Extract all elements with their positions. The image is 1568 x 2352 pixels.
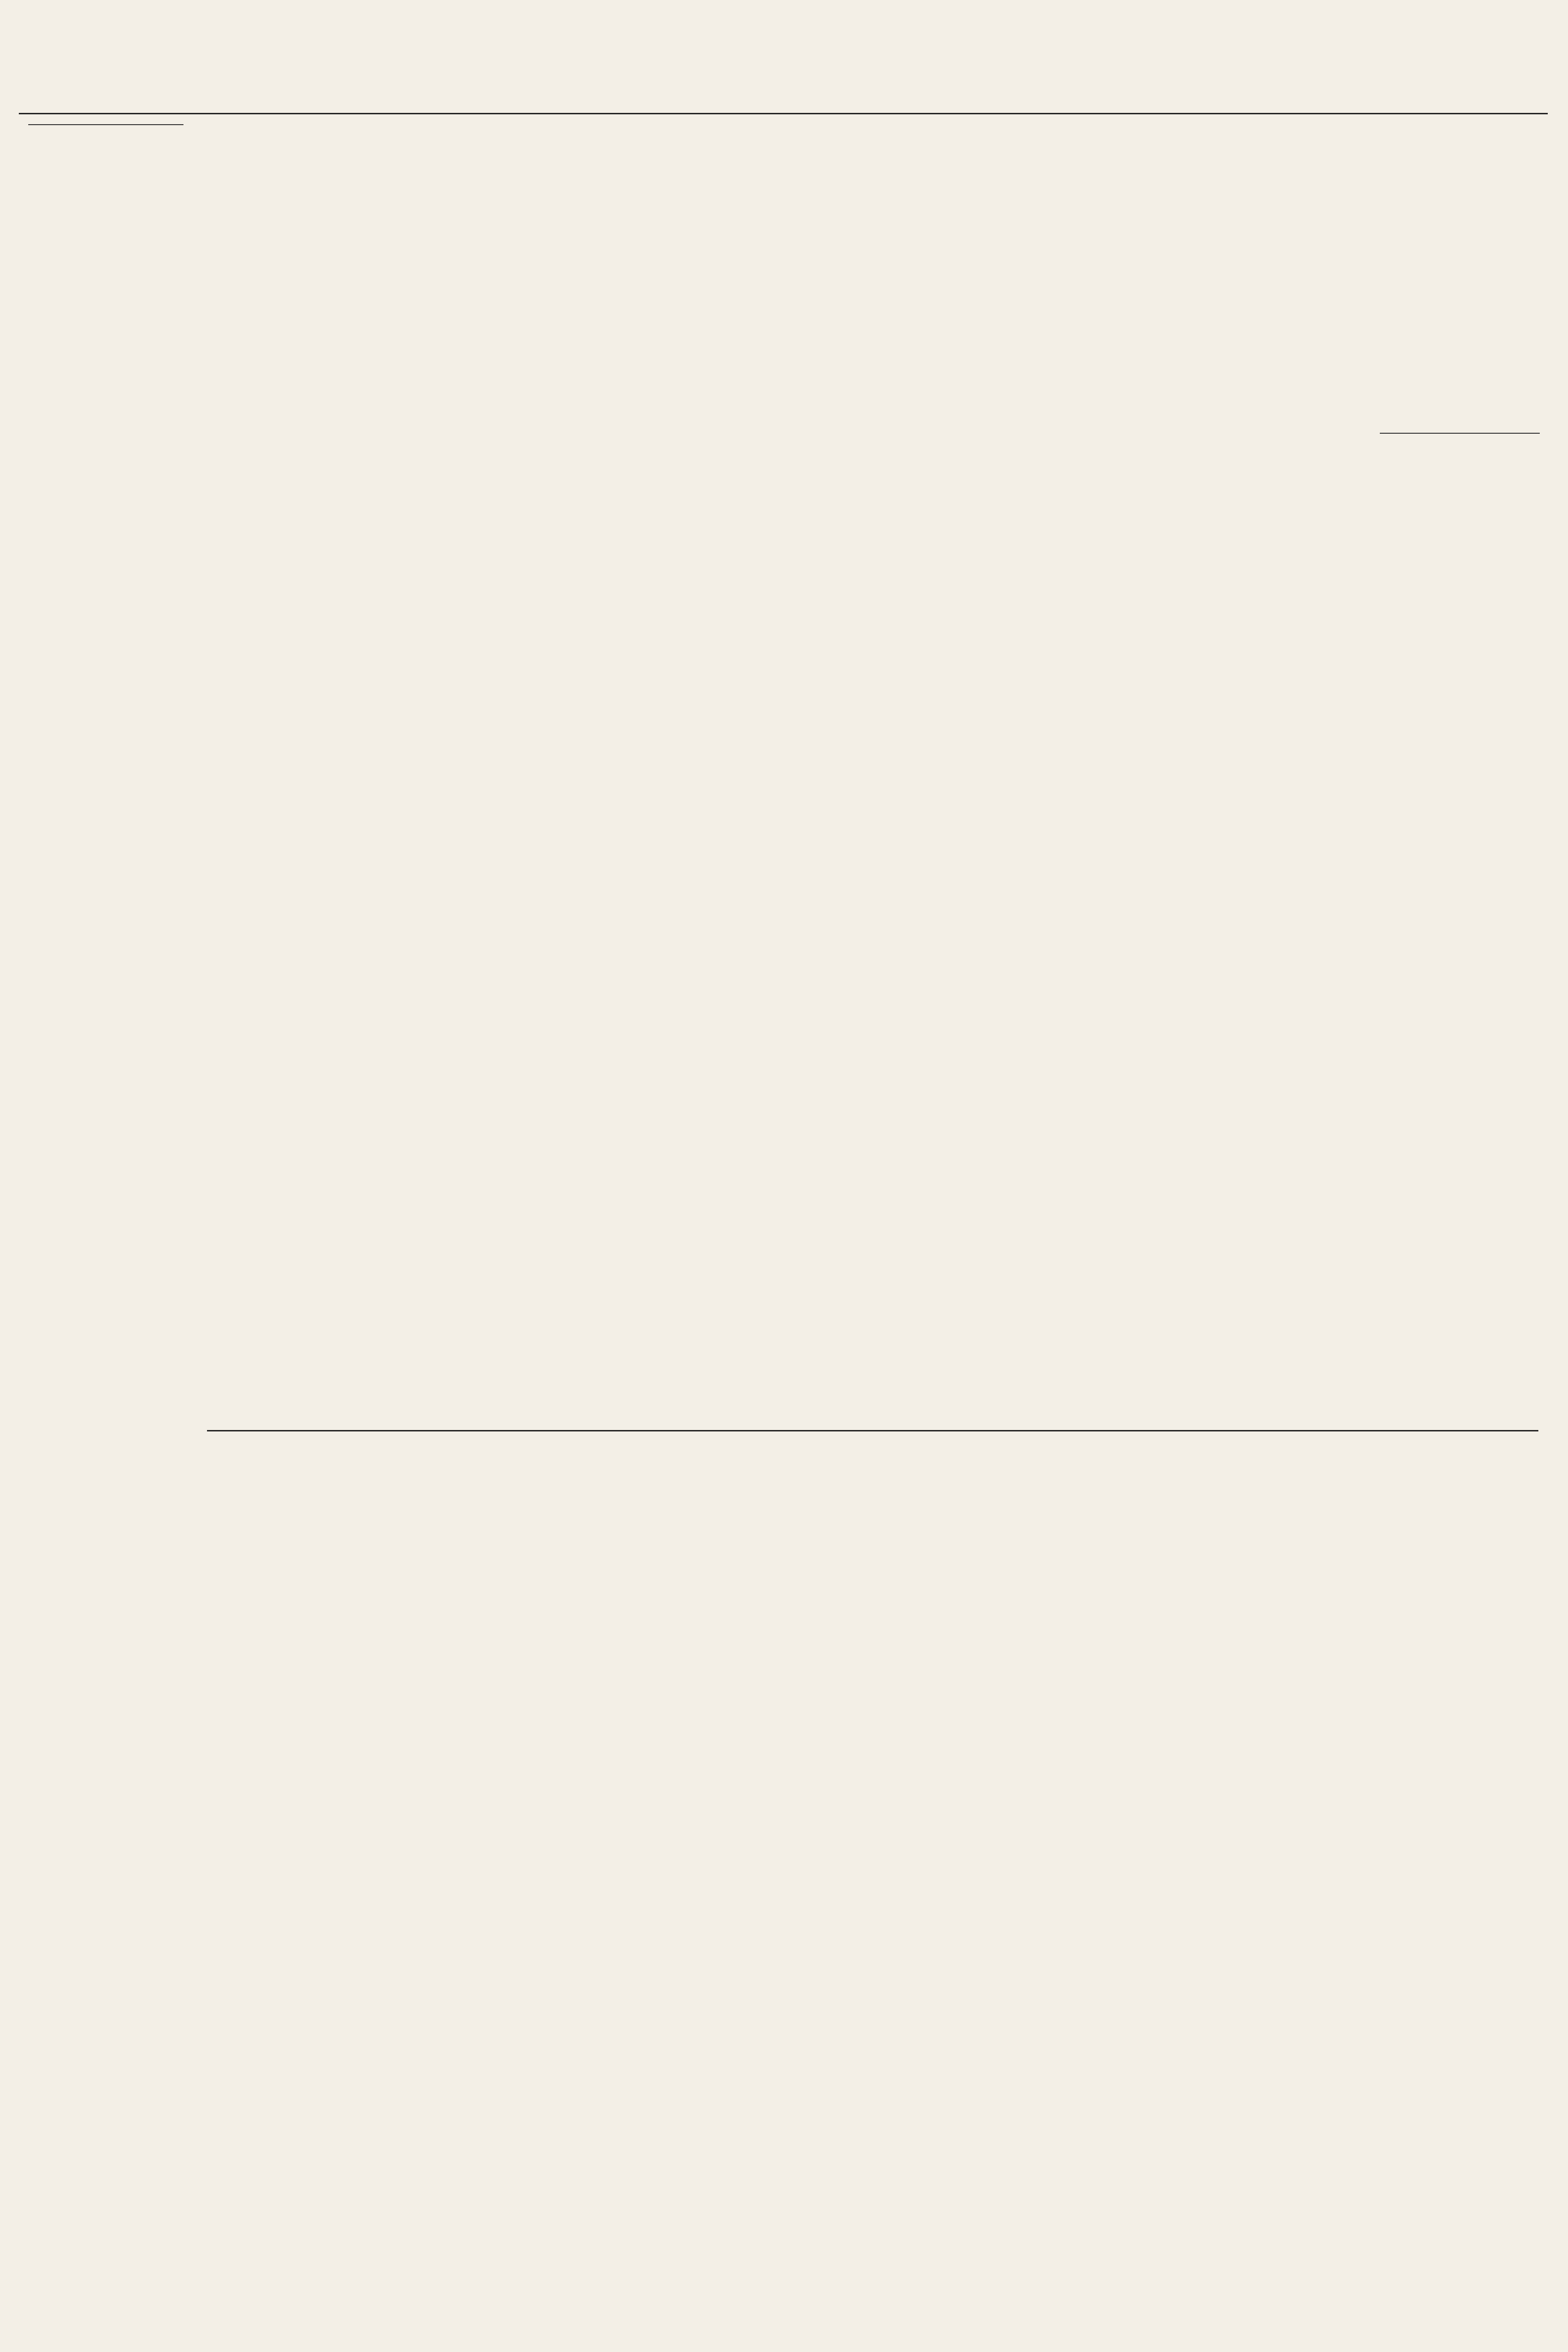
margin-spacer: [1366, 118, 1554, 419]
gemara-column: [401, 292, 952, 1421]
page-footer: [0, 2319, 1568, 2352]
rashi-column: [966, 118, 1356, 1425]
footnotes-block: [25, 2004, 1356, 2296]
lower-right-margin: [1366, 1411, 1554, 2296]
bottom-commentary: [25, 1439, 1356, 1994]
opening-block: [401, 118, 952, 287]
running-header: [118, 19, 1454, 113]
tosafot-column: [25, 118, 387, 1425]
footer-page-hebrew: [630, 2319, 649, 2345]
header-rule: [19, 113, 1548, 114]
right-margin: [1366, 118, 1554, 1388]
margin-divider: [1380, 433, 1540, 434]
body-rule: [207, 1430, 1538, 1431]
